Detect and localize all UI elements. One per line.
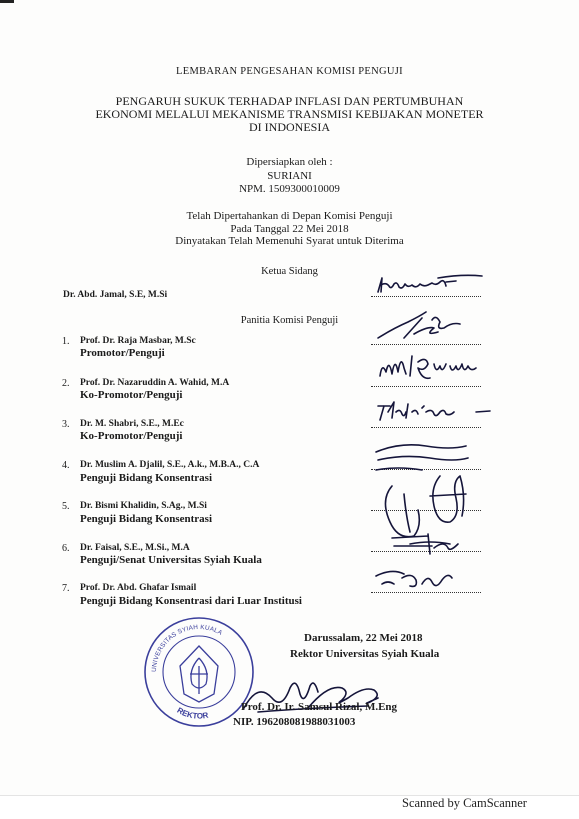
university-emblem-icon — [180, 646, 218, 702]
member-role: Promotor/Penguji — [80, 347, 165, 359]
member-signature — [372, 564, 456, 592]
member-number: 2. — [62, 378, 70, 389]
member-number: 7. — [62, 583, 70, 594]
chair-signature — [372, 272, 484, 298]
chair-label: Ketua Sidang — [261, 266, 318, 277]
defense-statement — [0, 210, 579, 248]
stamp-bottom-text: REKTOR — [175, 705, 210, 721]
thesis-title-line-3: DI INDONESIA — [249, 120, 330, 134]
scan-corner-mark — [0, 0, 14, 3]
member-signature — [388, 530, 468, 556]
rector-name: Prof. Dr. Ir. Samsul Rizal, M.Eng — [241, 701, 398, 713]
prepared-by-block — [0, 156, 579, 197]
member-role: Penguji Bidang Konsentrasi — [80, 513, 213, 525]
member-name: Dr. Faisal, S.E., M.Si., M.A — [80, 543, 190, 553]
member-name: Prof. Dr. Abd. Ghafar Ismail — [80, 583, 197, 593]
member-signature-line — [371, 344, 481, 345]
member-signature-line — [371, 427, 481, 428]
scanner-watermark: Scanned by CamScanner — [402, 796, 527, 810]
author-name: SURIANI — [267, 169, 312, 182]
member-name: Dr. Muslim A. Djalil, S.E., A.k., M.B.A., C.A — [80, 460, 260, 470]
chair-name: Dr. Abd. Jamal, S.E, M.Si — [63, 290, 168, 300]
member-name: Dr. M. Shabri, S.E., M.Ec — [80, 419, 184, 429]
member-signature — [374, 398, 496, 424]
member-name: Prof. Dr. Nazaruddin A. Wahid, M.A — [80, 378, 230, 388]
defense-line-3: Dinyatakan Telah Memenuhi Syarat untuk Diterima — [175, 235, 404, 247]
thesis-title-line-2: EKONOMI MELALUI MEKANISME TRANSMISI KEBIJAKAN MONETER — [95, 107, 484, 121]
member-role: Penguji Bidang Konsentrasi dari Luar Institusi — [80, 595, 302, 607]
member-number: 5. — [62, 501, 70, 512]
panel-label: Panitia Komisi Penguji — [240, 315, 339, 326]
member-signature-line — [371, 386, 481, 387]
closing-place-date: Darussalam, 22 Mei 2018 — [304, 632, 423, 644]
thesis-title-line-1: PENGARUH SUKUK TERHADAP INFLASI DAN PERTUMBUHAN — [115, 94, 464, 108]
author-npm: NPM. 1509300010009 — [239, 183, 340, 195]
defense-date: Pada Tanggal 22 Mei 2018 — [230, 222, 349, 235]
document-header-title: LEMBARAN PENGESAHAN KOMISI PENGUJI — [176, 66, 403, 77]
member-name: Dr. Bismi Khalidin, S.Ag., M.Si — [80, 501, 207, 511]
rector-nip: NIP. 196208081988031003 — [233, 716, 356, 728]
closing-office: Rektor Universitas Syiah Kuala — [290, 648, 440, 660]
prepared-by-label: Dipersiapkan oleh : — [246, 156, 333, 168]
thesis-title — [0, 95, 579, 134]
member-name: Prof. Dr. Raja Masbar, M.Sc — [80, 336, 196, 346]
member-role: Penguji/Senat Universitas Syiah Kuala — [80, 554, 262, 566]
stamp-university-text: UNIVERSITAS SYIAH KUALA — [150, 623, 224, 673]
member-role: Ko-Promotor/Penguji — [80, 389, 183, 401]
member-number: 6. — [62, 543, 70, 554]
member-signature — [374, 308, 464, 342]
member-role: Ko-Promotor/Penguji — [80, 430, 183, 442]
member-number: 4. — [62, 460, 70, 471]
member-signature — [376, 350, 484, 384]
member-signature-line — [371, 592, 481, 593]
defense-line-1: Telah Dipertahankan di Depan Komisi Penguji — [186, 210, 393, 222]
member-number: 3. — [62, 419, 70, 430]
member-number: 1. — [62, 336, 70, 347]
member-role: Penguji Bidang Konsentrasi — [80, 472, 213, 484]
